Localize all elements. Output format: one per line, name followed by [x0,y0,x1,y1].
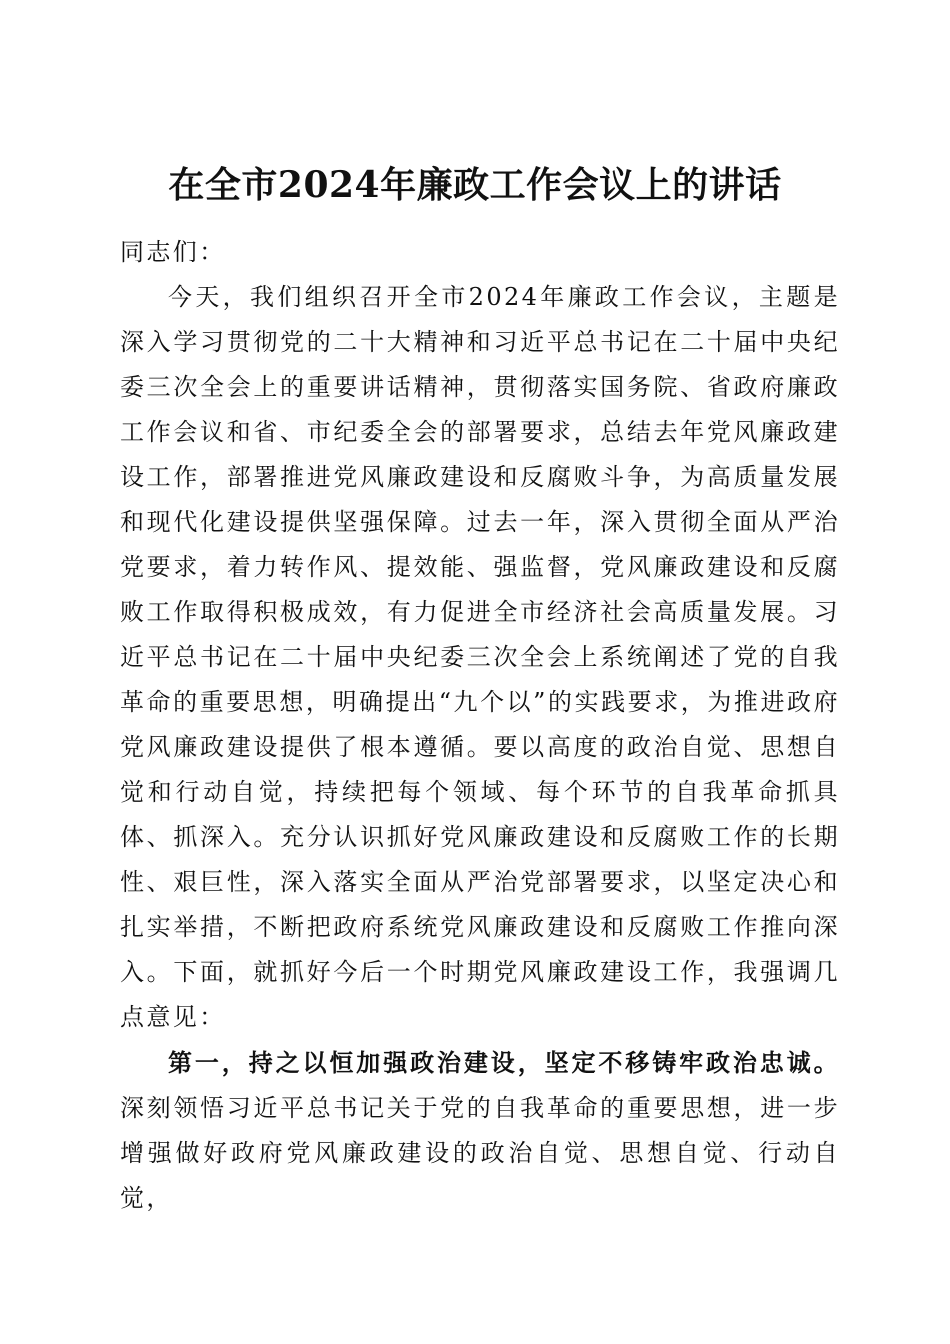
paragraph-section-1 [120,1040,840,1221]
section-1-text: 深刻领悟习近平总书记关于党的自我革命的重要思想，进一步增强做好政府党风廉政建设的政治自觉、思想自觉、行动自觉， [120,1094,840,1212]
salutation: 同志们： [120,238,226,266]
paragraph-intro: 今天，我们组织召开全市2024年廉政工作会议，主题是深入学习贯彻党的二十大精神和习近平总书记在二十届中央纪委三次全会上的重要讲话精神，贯彻落实国务院、省政府廉政工作会议和省、市纪委全会的部署要求，总结去年党风廉政建设工作，部署推进党风廉政建设和反腐败斗争，为高质量发展和现代化建设提供坚强保障。过去一年，深入贯彻全面从严治党要求，着力转作风、提效能、强监督，党风廉政建设和反腐败工作取得积极成效，有力促进全市经济社会高质量发展。习近平总书记在二十届中央纪委三次全会上系统阐述了党的自我革命的重要思想，明确提出“九个以”的实践要求，为推进政府党风廉政建设提供了根本遵循。要以高度的政治自觉、思想自觉和行动自觉，持续把每个领域、每个环节的自我革命抓具体、抓深入。充分认识抓好党风廉政建设和反腐败工作的长期性、艰巨性，深入落实全面从严治党部署要求，以坚定决心和扎实举措，不断把政府系统党风廉政建设和反腐败工作推向深入。下面，就抓好今后一个时期党风廉政建设工作，我强调几点意见： [120,283,840,1031]
document-body [120,230,840,1221]
document-title: 在全市2024年廉政工作会议上的讲话 [168,164,782,207]
section-1-heading: 第一，持之以恒加强政治建设，坚定不移铸牢政治忠诚。 [168,1048,840,1077]
